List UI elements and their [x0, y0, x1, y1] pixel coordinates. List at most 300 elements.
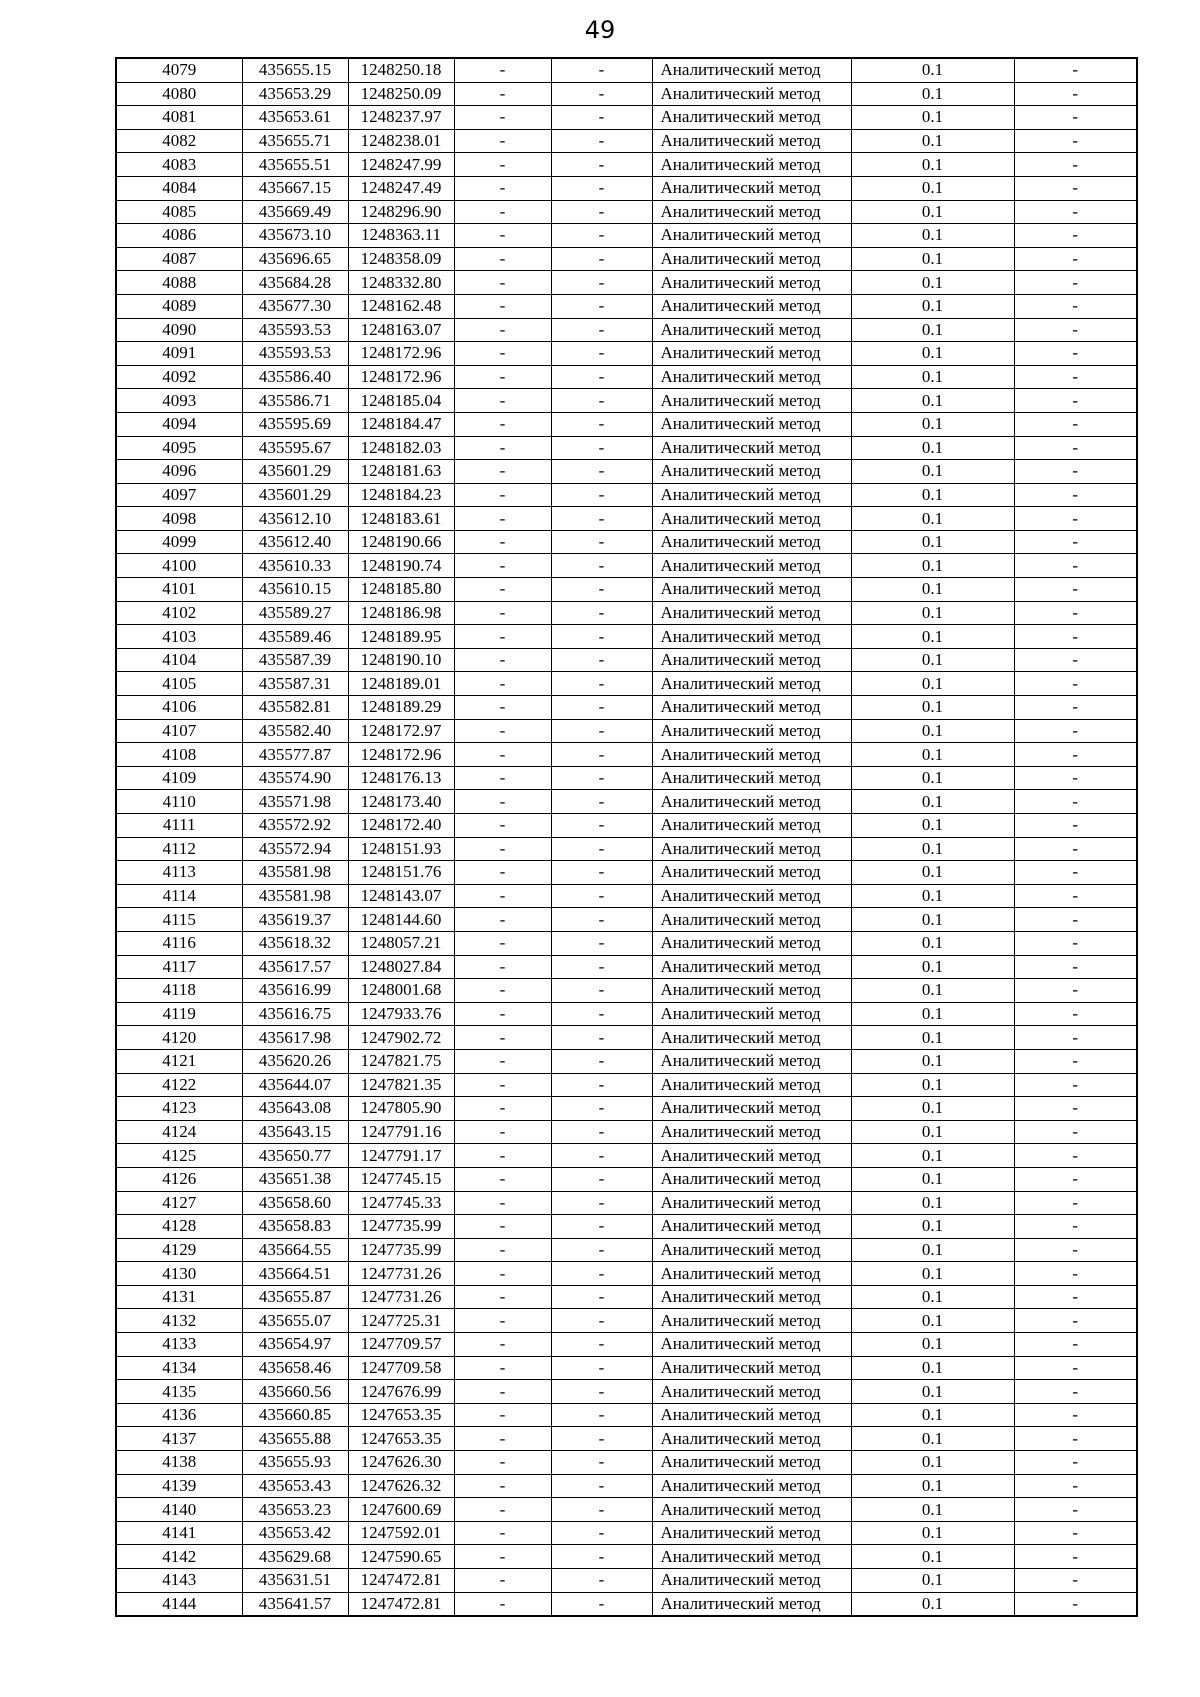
table-row: [116, 106, 1137, 130]
x-coordinate-cell: 435586.71: [242, 389, 348, 413]
y-coordinate-cell: 1248172.96: [348, 365, 454, 389]
y-coordinate-cell: 1248189.01: [348, 672, 454, 696]
point-number-cell: 4127: [116, 1191, 242, 1215]
y-coordinate-cell: 1248001.68: [348, 979, 454, 1003]
method-cell: Аналитический метод: [652, 766, 851, 790]
point-number-cell: 4133: [116, 1333, 242, 1357]
y-coordinate-cell: 1248358.09: [348, 247, 454, 271]
x-coordinate-cell: 435587.31: [242, 672, 348, 696]
point-number-cell: 4141: [116, 1521, 242, 1545]
dash-cell-b: -: [551, 554, 652, 578]
accuracy-cell: 0.1: [851, 1120, 1014, 1144]
point-number-cell: 4116: [116, 931, 242, 955]
dash-cell-a: -: [454, 530, 551, 554]
method-cell: Аналитический метод: [652, 1049, 851, 1073]
y-coordinate-cell: 1248182.03: [348, 436, 454, 460]
point-number-cell: 4091: [116, 342, 242, 366]
table-row: [116, 1285, 1137, 1309]
table-row: [116, 176, 1137, 200]
dash-cell-c: -: [1014, 106, 1137, 130]
y-coordinate-cell: 1247709.58: [348, 1356, 454, 1380]
x-coordinate-cell: 435655.51: [242, 153, 348, 177]
dash-cell-b: -: [551, 412, 652, 436]
dash-cell-b: -: [551, 1144, 652, 1168]
point-number-cell: 4080: [116, 82, 242, 106]
point-number-cell: 4114: [116, 884, 242, 908]
point-number-cell: 4082: [116, 129, 242, 153]
method-cell: Аналитический метод: [652, 436, 851, 460]
dash-cell-c: -: [1014, 1451, 1137, 1475]
y-coordinate-cell: 1248172.40: [348, 814, 454, 838]
y-coordinate-cell: 1247590.65: [348, 1545, 454, 1569]
dash-cell-a: -: [454, 318, 551, 342]
method-cell: Аналитический метод: [652, 696, 851, 720]
method-cell: Аналитический метод: [652, 837, 851, 861]
dash-cell-a: -: [454, 412, 551, 436]
x-coordinate-cell: 435658.83: [242, 1215, 348, 1239]
x-coordinate-cell: 435660.85: [242, 1403, 348, 1427]
table-row: [116, 814, 1137, 838]
dash-cell-c: -: [1014, 247, 1137, 271]
dash-cell-c: -: [1014, 1545, 1137, 1569]
table-row: [116, 625, 1137, 649]
dash-cell-b: -: [551, 696, 652, 720]
dash-cell-a: -: [454, 814, 551, 838]
y-coordinate-cell: 1247745.15: [348, 1167, 454, 1191]
method-cell: Аналитический метод: [652, 1451, 851, 1475]
dash-cell-a: -: [454, 224, 551, 248]
dash-cell-a: -: [454, 1049, 551, 1073]
point-number-cell: 4081: [116, 106, 242, 130]
x-coordinate-cell: 435660.56: [242, 1380, 348, 1404]
dash-cell-c: -: [1014, 861, 1137, 885]
y-coordinate-cell: 1248181.63: [348, 460, 454, 484]
x-coordinate-cell: 435673.10: [242, 224, 348, 248]
accuracy-cell: 0.1: [851, 1167, 1014, 1191]
table-row: [116, 365, 1137, 389]
table-row: [116, 1144, 1137, 1168]
accuracy-cell: 0.1: [851, 790, 1014, 814]
x-coordinate-cell: 435641.57: [242, 1592, 348, 1616]
dash-cell-b: -: [551, 719, 652, 743]
dash-cell-a: -: [454, 1569, 551, 1593]
method-cell: Аналитический метод: [652, 224, 851, 248]
dash-cell-a: -: [454, 82, 551, 106]
dash-cell-a: -: [454, 1073, 551, 1097]
method-cell: Аналитический метод: [652, 507, 851, 531]
dash-cell-b: -: [551, 648, 652, 672]
y-coordinate-cell: 1247902.72: [348, 1026, 454, 1050]
dash-cell-c: -: [1014, 1073, 1137, 1097]
dash-cell-a: -: [454, 436, 551, 460]
accuracy-cell: 0.1: [851, 1097, 1014, 1121]
x-coordinate-cell: 435582.81: [242, 696, 348, 720]
y-coordinate-cell: 1248151.93: [348, 837, 454, 861]
dash-cell-a: -: [454, 1356, 551, 1380]
dash-cell-b: -: [551, 1545, 652, 1569]
dash-cell-b: -: [551, 601, 652, 625]
x-coordinate-cell: 435653.23: [242, 1498, 348, 1522]
y-coordinate-cell: 1247791.16: [348, 1120, 454, 1144]
table-row: [116, 129, 1137, 153]
y-coordinate-cell: 1248185.04: [348, 389, 454, 413]
dash-cell-a: -: [454, 129, 551, 153]
x-coordinate-cell: 435581.98: [242, 861, 348, 885]
dash-cell-a: -: [454, 153, 551, 177]
dash-cell-a: -: [454, 1403, 551, 1427]
dash-cell-c: -: [1014, 483, 1137, 507]
dash-cell-c: -: [1014, 625, 1137, 649]
dash-cell-a: -: [454, 766, 551, 790]
dash-cell-a: -: [454, 342, 551, 366]
x-coordinate-cell: 435617.57: [242, 955, 348, 979]
table-row: [116, 1049, 1137, 1073]
method-cell: Аналитический метод: [652, 318, 851, 342]
method-cell: Аналитический метод: [652, 979, 851, 1003]
table-row: [116, 1167, 1137, 1191]
y-coordinate-cell: 1247821.75: [348, 1049, 454, 1073]
accuracy-cell: 0.1: [851, 1474, 1014, 1498]
dash-cell-c: -: [1014, 460, 1137, 484]
dash-cell-b: -: [551, 1569, 652, 1593]
table-row: [116, 908, 1137, 932]
x-coordinate-cell: 435612.10: [242, 507, 348, 531]
point-number-cell: 4079: [116, 58, 242, 82]
accuracy-cell: 0.1: [851, 247, 1014, 271]
y-coordinate-cell: 1248189.95: [348, 625, 454, 649]
dash-cell-a: -: [454, 625, 551, 649]
dash-cell-a: -: [454, 1262, 551, 1286]
point-number-cell: 4129: [116, 1238, 242, 1262]
x-coordinate-cell: 435653.61: [242, 106, 348, 130]
dash-cell-c: -: [1014, 1215, 1137, 1239]
dash-cell-b: -: [551, 790, 652, 814]
x-coordinate-cell: 435654.97: [242, 1333, 348, 1357]
dash-cell-a: -: [454, 1427, 551, 1451]
dash-cell-a: -: [454, 200, 551, 224]
accuracy-cell: 0.1: [851, 1285, 1014, 1309]
dash-cell-b: -: [551, 1191, 652, 1215]
dash-cell-a: -: [454, 1097, 551, 1121]
x-coordinate-cell: 435631.51: [242, 1569, 348, 1593]
y-coordinate-cell: 1247735.99: [348, 1238, 454, 1262]
accuracy-cell: 0.1: [851, 106, 1014, 130]
dash-cell-b: -: [551, 766, 652, 790]
accuracy-cell: 0.1: [851, 837, 1014, 861]
dash-cell-b: -: [551, 389, 652, 413]
dash-cell-c: -: [1014, 530, 1137, 554]
table-row: [116, 1309, 1137, 1333]
dash-cell-a: -: [454, 1309, 551, 1333]
point-number-cell: 4115: [116, 908, 242, 932]
accuracy-cell: 0.1: [851, 224, 1014, 248]
dash-cell-c: -: [1014, 601, 1137, 625]
x-coordinate-cell: 435618.32: [242, 931, 348, 955]
x-coordinate-cell: 435571.98: [242, 790, 348, 814]
table-row: [116, 1474, 1137, 1498]
dash-cell-b: -: [551, 1262, 652, 1286]
accuracy-cell: 0.1: [851, 342, 1014, 366]
x-coordinate-cell: 435655.88: [242, 1427, 348, 1451]
y-coordinate-cell: 1247731.26: [348, 1285, 454, 1309]
point-number-cell: 4110: [116, 790, 242, 814]
dash-cell-c: -: [1014, 1498, 1137, 1522]
point-number-cell: 4135: [116, 1380, 242, 1404]
dash-cell-b: -: [551, 1285, 652, 1309]
method-cell: Аналитический метод: [652, 483, 851, 507]
dash-cell-a: -: [454, 931, 551, 955]
x-coordinate-cell: 435572.94: [242, 837, 348, 861]
accuracy-cell: 0.1: [851, 1451, 1014, 1475]
table-row: [116, 247, 1137, 271]
point-number-cell: 4101: [116, 578, 242, 602]
x-coordinate-cell: 435664.51: [242, 1262, 348, 1286]
accuracy-cell: 0.1: [851, 200, 1014, 224]
table-row: [116, 1451, 1137, 1475]
accuracy-cell: 0.1: [851, 412, 1014, 436]
table-row: [116, 884, 1137, 908]
point-number-cell: 4089: [116, 294, 242, 318]
table-row: [116, 460, 1137, 484]
dash-cell-b: -: [551, 1049, 652, 1073]
point-number-cell: 4112: [116, 837, 242, 861]
dash-cell-b: -: [551, 483, 652, 507]
dash-cell-b: -: [551, 1120, 652, 1144]
accuracy-cell: 0.1: [851, 1545, 1014, 1569]
table-row: [116, 1262, 1137, 1286]
point-number-cell: 4097: [116, 483, 242, 507]
table-row: [116, 672, 1137, 696]
dash-cell-b: -: [551, 1356, 652, 1380]
accuracy-cell: 0.1: [851, 1569, 1014, 1593]
dash-cell-c: -: [1014, 672, 1137, 696]
point-number-cell: 4103: [116, 625, 242, 649]
accuracy-cell: 0.1: [851, 578, 1014, 602]
dash-cell-a: -: [454, 1498, 551, 1522]
accuracy-cell: 0.1: [851, 365, 1014, 389]
method-cell: Аналитический метод: [652, 578, 851, 602]
x-coordinate-cell: 435655.93: [242, 1451, 348, 1475]
point-number-cell: 4085: [116, 200, 242, 224]
point-number-cell: 4118: [116, 979, 242, 1003]
accuracy-cell: 0.1: [851, 318, 1014, 342]
dash-cell-c: -: [1014, 1120, 1137, 1144]
point-number-cell: 4126: [116, 1167, 242, 1191]
dash-cell-c: -: [1014, 1049, 1137, 1073]
dash-cell-a: -: [454, 1545, 551, 1569]
method-cell: Аналитический метод: [652, 176, 851, 200]
dash-cell-a: -: [454, 1380, 551, 1404]
dash-cell-b: -: [551, 1097, 652, 1121]
dash-cell-b: -: [551, 908, 652, 932]
x-coordinate-cell: 435684.28: [242, 271, 348, 295]
dash-cell-a: -: [454, 554, 551, 578]
table-row: [116, 389, 1137, 413]
dash-cell-c: -: [1014, 696, 1137, 720]
x-coordinate-cell: 435595.67: [242, 436, 348, 460]
point-number-cell: 4119: [116, 1002, 242, 1026]
accuracy-cell: 0.1: [851, 1380, 1014, 1404]
point-number-cell: 4092: [116, 365, 242, 389]
table-row: [116, 766, 1137, 790]
dash-cell-a: -: [454, 696, 551, 720]
method-cell: Аналитический метод: [652, 1498, 851, 1522]
table-row: [116, 743, 1137, 767]
accuracy-cell: 0.1: [851, 1144, 1014, 1168]
accuracy-cell: 0.1: [851, 908, 1014, 932]
dash-cell-b: -: [551, 1451, 652, 1475]
y-coordinate-cell: 1247626.30: [348, 1451, 454, 1475]
dash-cell-a: -: [454, 1002, 551, 1026]
dash-cell-b: -: [551, 837, 652, 861]
method-cell: Аналитический метод: [652, 1167, 851, 1191]
dash-cell-b: -: [551, 1238, 652, 1262]
dash-cell-a: -: [454, 389, 551, 413]
accuracy-cell: 0.1: [851, 1356, 1014, 1380]
point-number-cell: 4107: [116, 719, 242, 743]
x-coordinate-cell: 435664.55: [242, 1238, 348, 1262]
point-number-cell: 4142: [116, 1545, 242, 1569]
dash-cell-b: -: [551, 342, 652, 366]
method-cell: Аналитический метод: [652, 1120, 851, 1144]
dash-cell-a: -: [454, 1026, 551, 1050]
dash-cell-b: -: [551, 1215, 652, 1239]
method-cell: Аналитический метод: [652, 908, 851, 932]
method-cell: Аналитический метод: [652, 1238, 851, 1262]
method-cell: Аналитический метод: [652, 625, 851, 649]
y-coordinate-cell: 1248237.97: [348, 106, 454, 130]
dash-cell-c: -: [1014, 1427, 1137, 1451]
x-coordinate-cell: 435644.07: [242, 1073, 348, 1097]
method-cell: Аналитический метод: [652, 1215, 851, 1239]
y-coordinate-cell: 1248162.48: [348, 294, 454, 318]
dash-cell-c: -: [1014, 129, 1137, 153]
dash-cell-b: -: [551, 318, 652, 342]
dash-cell-c: -: [1014, 318, 1137, 342]
method-cell: Аналитический метод: [652, 365, 851, 389]
accuracy-cell: 0.1: [851, 1498, 1014, 1522]
y-coordinate-cell: 1248247.99: [348, 153, 454, 177]
accuracy-cell: 0.1: [851, 82, 1014, 106]
accuracy-cell: 0.1: [851, 1333, 1014, 1357]
x-coordinate-cell: 435582.40: [242, 719, 348, 743]
x-coordinate-cell: 435620.26: [242, 1049, 348, 1073]
dash-cell-c: -: [1014, 1002, 1137, 1026]
y-coordinate-cell: 1248186.98: [348, 601, 454, 625]
point-number-cell: 4109: [116, 766, 242, 790]
table-row: [116, 979, 1137, 1003]
point-number-cell: 4131: [116, 1285, 242, 1309]
method-cell: Аналитический метод: [652, 1403, 851, 1427]
x-coordinate-cell: 435667.15: [242, 176, 348, 200]
dash-cell-c: -: [1014, 578, 1137, 602]
x-coordinate-cell: 435677.30: [242, 294, 348, 318]
y-coordinate-cell: 1248183.61: [348, 507, 454, 531]
dash-cell-a: -: [454, 648, 551, 672]
dash-cell-c: -: [1014, 814, 1137, 838]
method-cell: Аналитический метод: [652, 58, 851, 82]
dash-cell-c: -: [1014, 931, 1137, 955]
y-coordinate-cell: 1248238.01: [348, 129, 454, 153]
y-coordinate-cell: 1247745.33: [348, 1191, 454, 1215]
table-row: [116, 1026, 1137, 1050]
accuracy-cell: 0.1: [851, 176, 1014, 200]
dash-cell-a: -: [454, 365, 551, 389]
accuracy-cell: 0.1: [851, 507, 1014, 531]
accuracy-cell: 0.1: [851, 1262, 1014, 1286]
table-row: [116, 271, 1137, 295]
dash-cell-c: -: [1014, 719, 1137, 743]
dash-cell-b: -: [551, 1474, 652, 1498]
method-cell: Аналитический метод: [652, 294, 851, 318]
method-cell: Аналитический метод: [652, 1333, 851, 1357]
table-row: [116, 1427, 1137, 1451]
dash-cell-b: -: [551, 129, 652, 153]
method-cell: Аналитический метод: [652, 247, 851, 271]
point-number-cell: 4104: [116, 648, 242, 672]
method-cell: Аналитический метод: [652, 153, 851, 177]
x-coordinate-cell: 435587.39: [242, 648, 348, 672]
x-coordinate-cell: 435586.40: [242, 365, 348, 389]
y-coordinate-cell: 1248176.13: [348, 766, 454, 790]
dash-cell-b: -: [551, 814, 652, 838]
table-row: [116, 719, 1137, 743]
point-number-cell: 4095: [116, 436, 242, 460]
dash-cell-b: -: [551, 1592, 652, 1616]
dash-cell-c: -: [1014, 1238, 1137, 1262]
dash-cell-a: -: [454, 294, 551, 318]
dash-cell-b: -: [551, 58, 652, 82]
method-cell: Аналитический метод: [652, 106, 851, 130]
dash-cell-c: -: [1014, 979, 1137, 1003]
dash-cell-b: -: [551, 224, 652, 248]
dash-cell-a: -: [454, 1144, 551, 1168]
y-coordinate-cell: 1247725.31: [348, 1309, 454, 1333]
method-cell: Аналитический метод: [652, 1545, 851, 1569]
method-cell: Аналитический метод: [652, 743, 851, 767]
x-coordinate-cell: 435653.42: [242, 1521, 348, 1545]
dash-cell-a: -: [454, 247, 551, 271]
point-number-cell: 4134: [116, 1356, 242, 1380]
dash-cell-a: -: [454, 1521, 551, 1545]
dash-cell-c: -: [1014, 224, 1137, 248]
dash-cell-b: -: [551, 200, 652, 224]
dash-cell-b: -: [551, 247, 652, 271]
y-coordinate-cell: 1248027.84: [348, 955, 454, 979]
point-number-cell: 4139: [116, 1474, 242, 1498]
accuracy-cell: 0.1: [851, 1073, 1014, 1097]
y-coordinate-cell: 1247731.26: [348, 1262, 454, 1286]
point-number-cell: 4099: [116, 530, 242, 554]
method-cell: Аналитический метод: [652, 412, 851, 436]
dash-cell-c: -: [1014, 176, 1137, 200]
table-row: [116, 200, 1137, 224]
dash-cell-a: -: [454, 106, 551, 130]
table-row: [116, 578, 1137, 602]
accuracy-cell: 0.1: [851, 1521, 1014, 1545]
accuracy-cell: 0.1: [851, 861, 1014, 885]
dash-cell-a: -: [454, 1120, 551, 1144]
method-cell: Аналитический метод: [652, 1097, 851, 1121]
point-number-cell: 4098: [116, 507, 242, 531]
dash-cell-a: -: [454, 672, 551, 696]
y-coordinate-cell: 1248163.07: [348, 318, 454, 342]
dash-cell-c: -: [1014, 389, 1137, 413]
point-number-cell: 4100: [116, 554, 242, 578]
accuracy-cell: 0.1: [851, 1309, 1014, 1333]
table-row: [116, 601, 1137, 625]
dash-cell-c: -: [1014, 884, 1137, 908]
